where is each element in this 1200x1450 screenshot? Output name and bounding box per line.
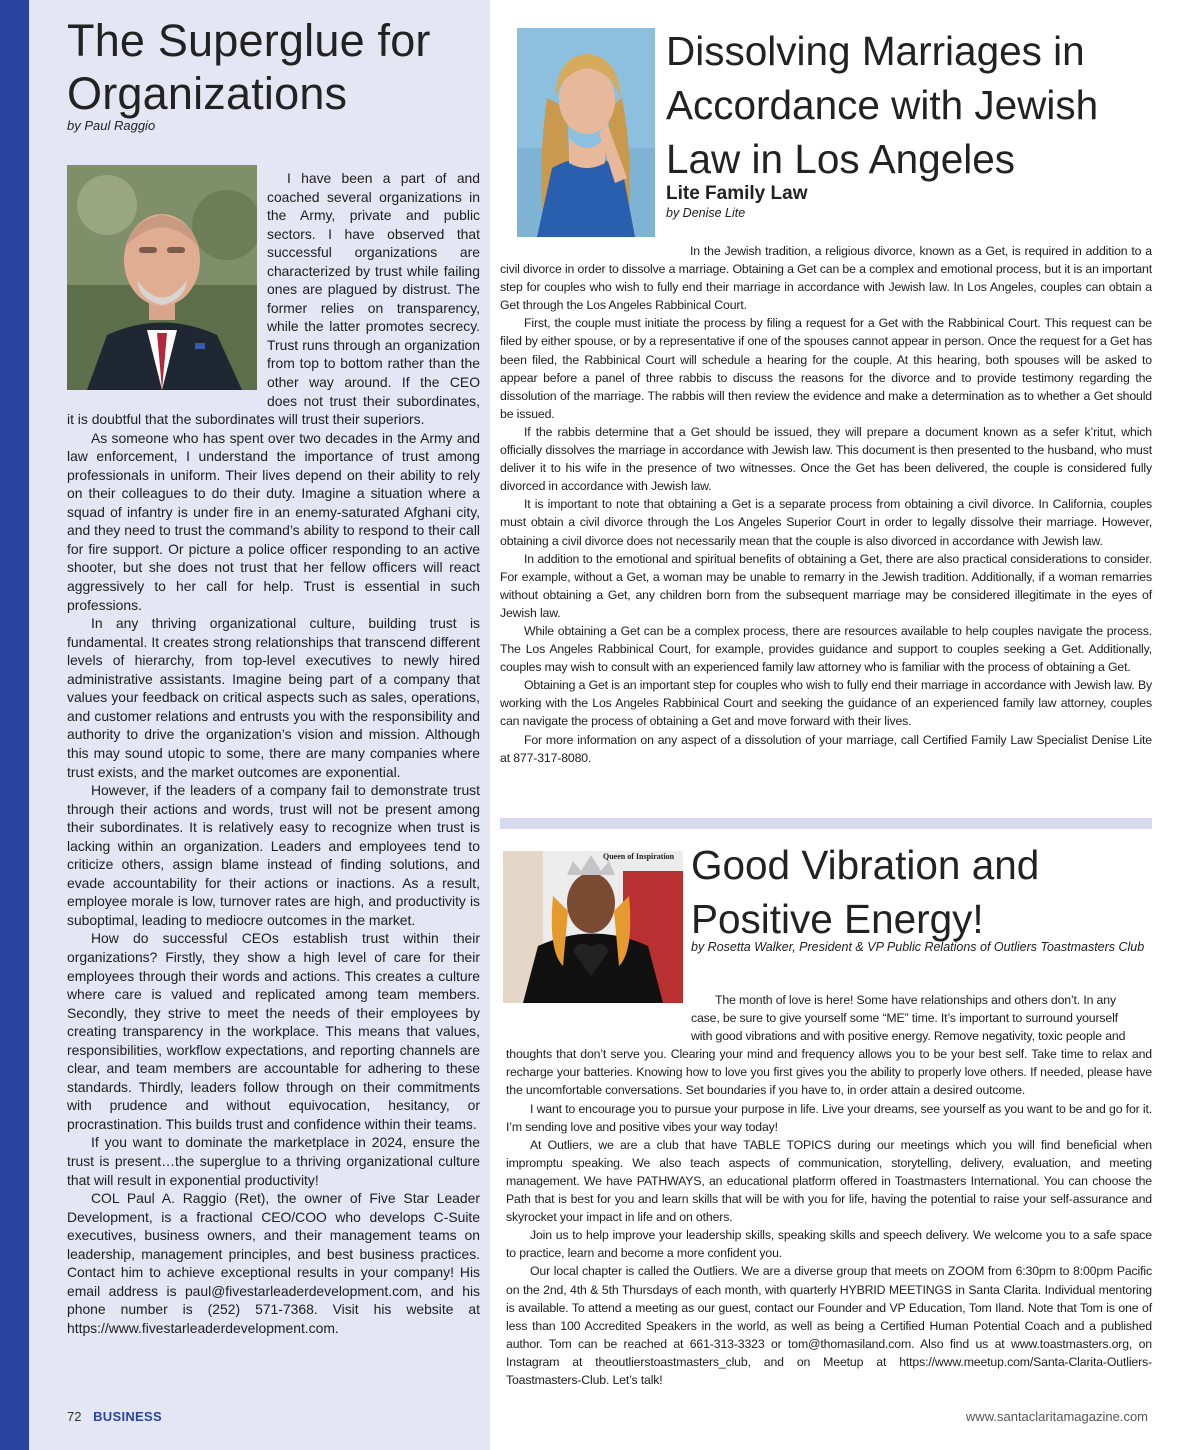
left-column <box>29 0 490 1450</box>
author-photo-lite <box>517 28 655 237</box>
paragraph: However, if the leaders of a company fail to demonstrate trust through their actions and words, trust will not be present among their subordinates. It is relatively easy to recognize when trust is lacking within an organization. Leaders and employees tend to criticize others, assign blame instead of finding solutions, and evade accountability for their actions or inactions. As a result, employee morale is low, turnover rates are high, and productivity is suboptimal, leading to mediocre outcomes in the market. <box>67 782 480 928</box>
paragraph: Our local chapter is called the Outliers. We are a diverse group that meets on ZOOM from 6:30pm to 8:00pm Pacific on the 2nd, 4th & 5th Thursdays of each month, with quarterly HYBRID MEETINGS in Santa Clarita. Individual mentoring is available. To attend a meeting as our guest, contact our Founder and VP Education, Tom Iland. Note that Tom is one of less than 100 Accredited Speakers in the world, as well as being a Certified Human Potential Coach and a published author. Tom can be reached at 661-313-3323 or tom@thomasiland.com. Also find us at www.toastmasters.org, on Instagram at theoutlierstoastmasters_club, and on Meetup at https://www.meetup.com/Santa-Clarita-Outliers-Toastmasters-Club. Let’s talk! <box>506 1264 1152 1387</box>
title-line: Dissolving Marriages in <box>666 28 1085 74</box>
paragraph: Obtaining a Get is an important step for couples who wish to fully end their marriage in accordance with Jewish law. By working with the Los Angeles Rabbinical Court and seeking the guidance of an experienced family law attorney, couples can navigate the process of obtaining a Get and move forward with their lives. <box>500 678 1152 729</box>
paragraph: For more information on any aspect of a dissolution of your marriage, call Certified Family Law Specialist Denise Lite at 877-317-8080. <box>500 732 1152 765</box>
page-footer-left <box>67 1409 162 1424</box>
article-body <box>500 242 1152 767</box>
paragraph: How do successful CEOs establish trust within their organizations? Firstly, they show a high level of care for their employees through their words and actions. This creates a culture where care is valued and replicated among team members. Secondly, they strive to meet the needs of their employees by creating transparency in the workplace. This means that values, responsibilities, workflow expectations, and reporting channels are clear, and team members are accountable for adhering to these standards. Thirdly, leaders follow through on their commitments with prudence and without equivocation, hesitancy, or procrastination. This builds trust and confidence within their teams. <box>67 930 480 1132</box>
title-line: Accordance with Jewish <box>666 82 1099 128</box>
text-line: with good vibrations and with positive energy. Remove negativity, toxic people and <box>691 1029 1126 1044</box>
footer-website[interactable]: www.santaclaritamagazine.com <box>965 1409 1148 1424</box>
paragraph: I want to encourage you to pursue your purpose in life. Live your dreams, see yourself as you want to be and go for it. I’m sending love and positive vibes your way today! <box>506 1101 1152 1134</box>
paragraph <box>506 991 1152 1045</box>
paragraph: Join us to help improve your leadership skills, speaking skills and speech delivery. We welcome you to a safe space to practice, learn and become a more confident you. <box>506 1228 1152 1261</box>
paragraph: At Outliers, we are a club that have TABLE TOPICS during our meetings which you will find beneficial when impromptu speaking. We also teach aspects of communication, storytelling, delivery, evaluation, and meeting management. We have PATHWAYS, an educational platform offered in Toastmasters International. You can choose the Path that is best for you and learn skills that will be with you for life, having the potential to raise your self-assurance and skyrocket your impact in life and on others. <box>506 1137 1152 1225</box>
paragraph: In any thriving organizational culture, building trust is fundamental. It creates strong relationships that transcend different levels of hierarchy, from top-level executives to newly hired administrative assistants. Imagine being part of a company that values your feedback on critical aspects such as sales, operations, and customer relations and entrusts you with the responsibility and authority to drive the organization’s vision and mission. Although this may sound utopic to some, there are many companies where trust exists, and the market outcomes are exponential. <box>67 615 480 780</box>
left-accent-bar <box>0 0 29 1450</box>
paragraph: I have been a part of and coached several organizations in the Army, private and public sectors. I have observed that successful organizations are characterized by trust while failing ones are plagued by distrust. The former relies on transparency, while the latter promotes secrecy. Trust runs through an organization from top to bottom rather than the other way around. If the CEO does not trust their subordinates, it is doubtful that the subordinates will trust their superiors. <box>67 170 480 428</box>
title-line: Law in Los Angeles <box>666 136 1015 182</box>
title-line: Positive Energy! <box>691 896 984 942</box>
paragraph: As someone who has spent over two decades in the Army and law enforcement, I understand the importance of trust among professionals in uniform. Their lives depend on their ability to rely on their colleagues to do their duty. Imagine a situation where a squad of infantry is under fire in an enemy-saturated Afghani city, and they need to trust the command’s ability to respond to their call for fire support. Or picture a police officer responding to an active shooter, but she does not trust that her fellow officers will react aggressively to her call for help. Trust is essential in such professions. <box>67 429 480 613</box>
article-superglue <box>67 14 480 1337</box>
section-divider <box>500 818 1152 829</box>
article-body <box>506 991 1152 1389</box>
paragraph: First, the couple must initiate the process by filing a request for a Get with the Rabbinical Court. This request can be filed by either spouse, or by a representative if one of the spouses cannot appear in person. Once the request for a Get has been filed, the Rabbinical Court will schedule a hearing for the couple. At this hearing, both spouses will be asked to appear before a panel of three rabbis to discuss the reasons for the divorce and to provide testimony regarding the dissolution of the marriage. The rabbis will then review the evidence and make a determination as to whether a Get should be issued. <box>500 316 1152 421</box>
text-line: case, be sure to give yourself some “ME” time. It’s important to surround yourself <box>691 1011 1118 1026</box>
author-photo-raggio <box>67 165 257 390</box>
paragraph: In addition to the emotional and spiritual benefits of obtaining a Get, there are also practical considerations to consider. For example, without a Get, a woman may be unable to remarry in the Jewish tradition. Additionally, if a woman remarries without obtaining a Get, any children born from the subsequent marriage may be considered illegitimate in the eyes of Jewish law. <box>500 551 1152 620</box>
title-line: Organizations <box>67 68 348 119</box>
paragraph: While obtaining a Get can be a complex process, there are resources available to help couples navigate the process. The Los Angeles Rabbinical Court, for example, provides guidance and support to couples seeking a Get. Additionally, couples may wish to consult with an experienced family law attorney who is familiar with the process of obtaining a Get. <box>500 623 1152 675</box>
article-byline: by Denise Lite <box>666 206 746 220</box>
article-title <box>666 24 1146 186</box>
article-byline: by Rosetta Walker, President & VP Public Relations of Outliers Toastmasters Club <box>691 940 1145 954</box>
article-byline: by Paul Raggio <box>67 118 156 133</box>
title-line: The Superglue for <box>67 15 431 66</box>
paragraph: If the rabbis determine that a Get should be issued, they will prepare a document known as a sefer k’ritut, which officially dissolves the marriage in accordance with Jewish law. This document is then presented to the husband, who must deliver it to his wife in the presence of two witnesses. Once the Get has been delivered, the couple is considered fully divorced in accordance with Jewish law. <box>500 424 1152 494</box>
paragraph: In the Jewish tradition, a religious divorce, known as a Get, is required in addition to a civil divorce in order to dissolve a marriage. Obtaining a Get can be a complex and emotional process, but it is an important step for couples who wish to fully end their marriage in accordance with Jewish law. In Los Angeles, couples can obtain a Get through the Los Angeles Rabbinical Court. <box>500 244 1152 313</box>
paragraph: COL Paul A. Raggio (Ret), the owner of Five Star Leader Development, is a fractional CEO/COO who develops C-Suite executives, business owners, and their management teams on leadership, management principles, and best business practices. Contact him to achieve exceptional results in your company! His email address is paul@fivestarleaderdevelopment.com, and his phone number is (252) 571-7368. Visit his website at https://www.fivestarleaderdevelopment.com. <box>67 1190 480 1336</box>
article-body <box>67 169 480 1337</box>
title-line: Good Vibration and <box>691 842 1040 888</box>
section-label: BUSINESS <box>93 1409 162 1424</box>
page-number: 72 <box>67 1409 82 1424</box>
paragraph: It is important to note that obtaining a Get is a separate process from obtaining a civil divorce. In California, couples must obtain a civil divorce through the Los Angeles Superior Court in order to legally dissolve their marriage. However, obtaining a civil divorce does not necessarily mean that the couple is also divorced in accordance with Jewish law. <box>500 497 1152 548</box>
paragraph: If you want to dominate the marketplace in 2024, ensure the trust is present…the superglue to a thriving organizational culture that will result in exponential productivity! <box>67 1134 480 1188</box>
author-photo-walker <box>503 851 683 1003</box>
photo-caption: Queen of Inspiration <box>603 852 675 861</box>
article-subtitle: Lite Family Law <box>666 183 808 204</box>
text-line: The month of love is here! Some have relationships and others don’t. In any <box>715 993 1116 1007</box>
paragraph: thoughts that don’t serve you. Clearing your mind and frequency allows you to be your best self. Take time to relax and recharge your batteries. Knowing how to love you first gives you the ability to properly love others. If needed, please have the uncomfortable conversations. Set boundaries if you have to, in order attain a desired outcome. <box>506 1047 1152 1098</box>
article-title <box>67 14 480 120</box>
article-title <box>691 838 1151 946</box>
